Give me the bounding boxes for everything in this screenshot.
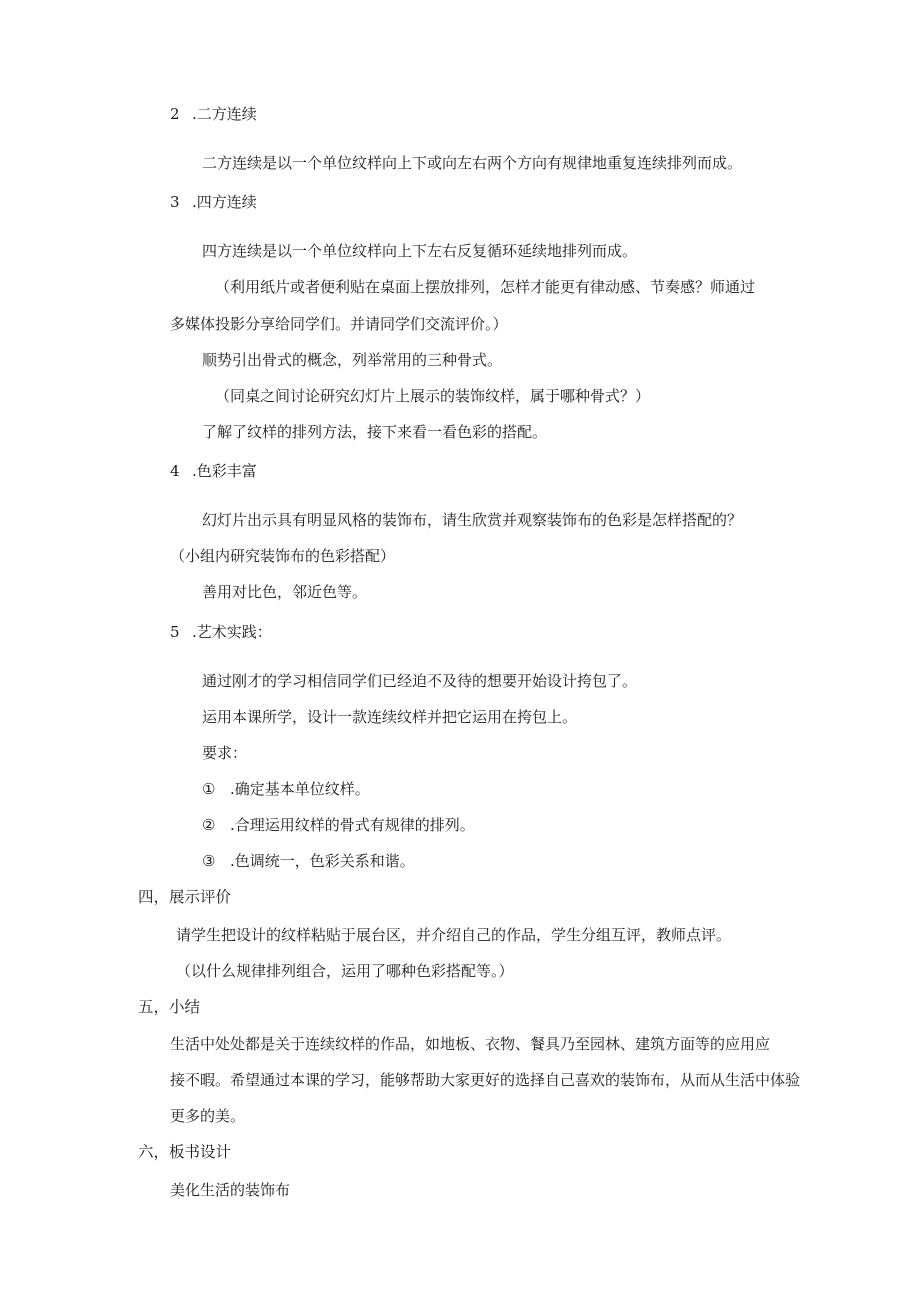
paragraph: 要求：: [202, 744, 248, 762]
list-text: .合理运用纹样的骨式有规律的排列。: [230, 816, 475, 834]
paragraph: （以什么规律排列组合，运用了哪种色彩搭配等。）: [176, 962, 514, 980]
paragraph: 二方连续是以一个单位纹样向上下或向左右两个方向有规律地重复连续排列而成。: [202, 154, 743, 172]
paragraph: 多媒体投影分享给同学们。并请同学们交流评价。）: [170, 315, 508, 333]
paragraph: （小组内研究装饰布的色彩搭配）: [170, 547, 396, 565]
heading-text: .二方连续: [192, 105, 257, 123]
paragraph: 四方连续是以一个单位纹样向上下左右反复循环延续地排列而成。: [202, 242, 638, 260]
list-marker: ①: [202, 780, 216, 798]
section-heading: 四，展示评价: [138, 888, 232, 906]
paragraph: 幻灯片出示具有明显风格的装饰布，请生欣赏并观察装饰布的色彩是怎样搭配的？: [202, 511, 743, 529]
heading-4: [170, 461, 257, 481]
list-marker: ②: [202, 816, 216, 834]
heading-number: 4: [170, 462, 180, 480]
paragraph: 美化生活的装饰布: [170, 1181, 291, 1199]
list-text: .确定基本单位纹样。: [230, 780, 370, 798]
paragraph: 生活中处处都是关于连续纹样的作品，如地板、衣物、餐具乃至园林、建筑方面等的应用应: [170, 1035, 771, 1053]
paragraph: 更多的美。: [170, 1107, 246, 1125]
paragraph: 接不暇。希望通过本课的学习，能够帮助大家更好的选择自己喜欢的装饰布，从而从生活中体验: [170, 1071, 801, 1089]
heading-text: .色彩丰富: [192, 462, 257, 480]
paragraph: 运用本课所学，设计一款连续纹样并把它运用在挎包上。: [202, 708, 578, 726]
heading-2: [170, 104, 257, 124]
requirement-item: [202, 779, 370, 799]
list-text: .色调统一，色彩关系和谐。: [230, 852, 415, 870]
paragraph: 顺势引出骨式的概念，列举常用的三种骨式。: [202, 351, 503, 369]
heading-number: 2: [170, 105, 180, 123]
heading-5: [170, 622, 272, 642]
paragraph: 通过刚才的学习相信同学们已经迫不及待的想要开始设计挎包了。: [202, 672, 638, 690]
paragraph: （同桌之间讨论研究幻灯片上展示的装饰纹样，属于哪种骨式？）: [215, 387, 651, 405]
paragraph: 善用对比色，邻近色等。: [202, 583, 368, 601]
section-heading: 六，板书设计: [138, 1143, 232, 1161]
heading-3: [170, 192, 257, 212]
paragraph: 请学生把设计的纹样粘贴于展台区，并介绍自己的作品，学生分组互评，教师点评。: [176, 926, 732, 944]
list-marker: ③: [202, 852, 216, 870]
paragraph: （利用纸片或者便利贴在桌面上摆放排列，怎样才能更有律动感、节奏感？师通过: [215, 278, 756, 296]
paragraph: 了解了纹样的排列方法，接下来看一看色彩的搭配。: [202, 423, 548, 441]
heading-number: 5: [170, 623, 180, 641]
requirement-item: [202, 815, 475, 835]
heading-text: .四方连续: [192, 193, 257, 211]
heading-text: .艺术实践：: [192, 623, 272, 641]
heading-number: 3: [170, 193, 180, 211]
requirement-item: [202, 851, 415, 871]
section-heading: 五，小结: [138, 998, 201, 1016]
